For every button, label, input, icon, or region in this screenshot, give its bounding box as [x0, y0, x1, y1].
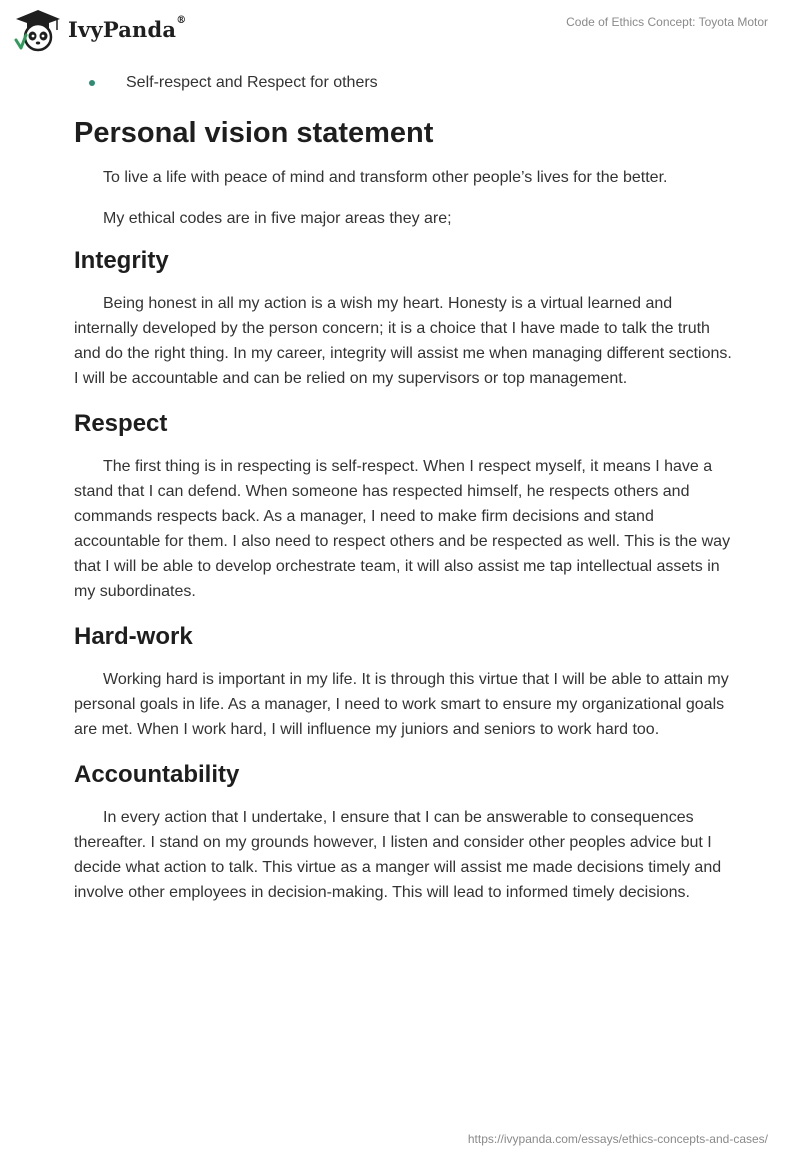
hard-work-heading: Hard-work	[74, 623, 193, 650]
source-url-link[interactable]: https://ivypanda.com/essays/ethics-concepts-and-cases/	[467, 1132, 768, 1146]
list-item-text: Self-respect and Respect for others	[126, 74, 378, 91]
vision-statement: To live a life with peace of mind and transform other people’s lives for the better.	[103, 169, 668, 186]
list-item	[74, 70, 734, 96]
essay-content	[74, 70, 734, 905]
vision-heading: Personal vision statement	[74, 117, 434, 149]
hard-work-paragraph: Working hard is important in my life. It is through this virtue that I will be able to attain my personal goals in life. As a manager, I need to work smart to ensure my organizational goals are met. When I work hard, I will influence my juniors and seniors to work hard too.	[74, 671, 729, 738]
accountability-heading: Accountability	[74, 761, 240, 788]
ethical-codes-intro: My ethical codes are in five major areas they are;	[103, 210, 452, 227]
page-header	[0, 0, 800, 60]
registered-mark: ®	[176, 14, 187, 26]
integrity-heading: Integrity	[74, 247, 169, 274]
ivypanda-logo[interactable]	[14, 8, 186, 52]
respect-paragraph: The first thing is in respecting is self-respect. When I respect myself, it means I have a stand that I can defend. When someone has respected himself, he respects others and commands respects back. As a manager, I need to make firm decisions and stand accountable for them. I also need to respect others and be respected as well. This is the way that I will be able to develop orchestrate team, it will also assist me tap intellectual assets in my subordinates.	[74, 458, 731, 600]
respect-heading: Respect	[74, 410, 168, 437]
document-title: Code of Ethics Concept: Toyota Motor	[566, 15, 768, 29]
accountability-paragraph: In every action that I undertake, I ensure that I can be answerable to consequences thereafter. I stand on my grounds however, I listen and consider other peoples advice but I decide what action to talk. This virtue as a manger will assist me made decisions timely and involve other employees in decision-making. This will lead to informed timely decisions.	[74, 809, 722, 901]
brand-name: IvyPanda®	[68, 14, 187, 42]
panda-graduate-icon	[14, 8, 62, 52]
integrity-paragraph: Being honest in all my action is a wish my heart. Honesty is a virtual learned and internally developed by the person concern; it is a choice that I have made to talk the truth and do the right thing. In my career, integrity will assist me when managing different sections. I will be accountable and can be relied on my supervisors or top management.	[74, 295, 732, 387]
bullet-dot-icon	[89, 80, 95, 86]
